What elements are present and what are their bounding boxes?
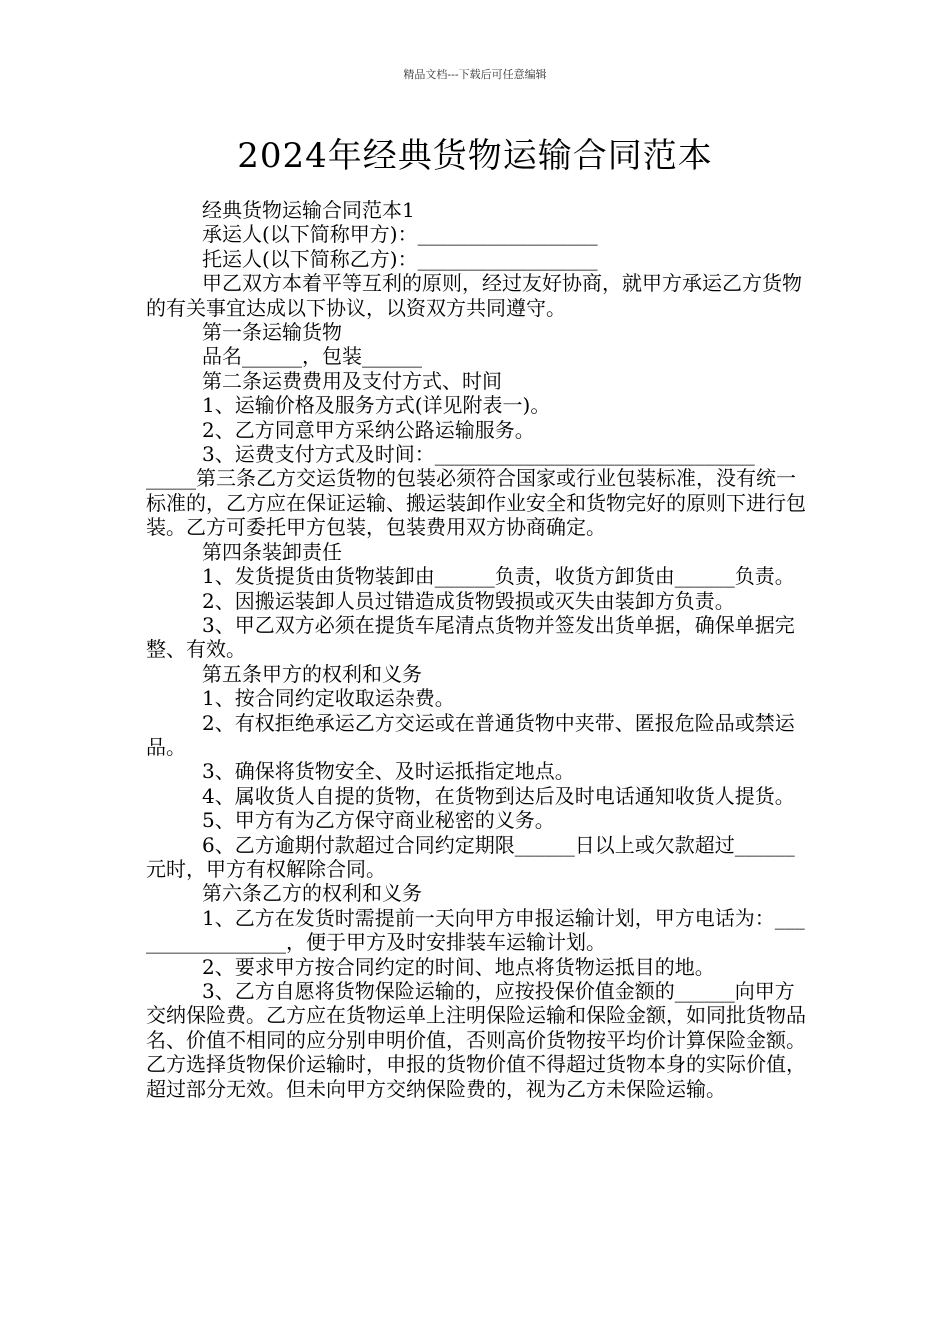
paragraph: 6、乙方逾期付款超过合同约定期限______日以上或欠款超过______元时，甲方有权解除合同。 xyxy=(146,832,795,881)
shipper-line: 托运人(以下简称乙方)：__________________ xyxy=(202,246,598,271)
article-heading: 第二条运费费用及支付方式、时间 xyxy=(202,368,502,393)
paragraph: 5、甲方有为乙方保守商业秘密的义务。 xyxy=(202,808,555,833)
paragraph: _____第三条乙方交运货物的包装必须符合国家或行业包装标准，没有统一标准的，乙方应在保证运输、搬运装卸作业安全和货物完好的原则下进行包装。乙方可委托甲方包装，包装费用双方协商确定。 xyxy=(146,466,806,540)
article-heading: 第六条乙方的权利和义务 xyxy=(202,881,422,906)
carrier-line: 承运人(以下简称甲方)：__________________ xyxy=(202,222,598,247)
paragraph: 1、运输价格及服务方式(详见附表一)。 xyxy=(202,393,551,418)
paragraph: 2、有权拒绝承运乙方交运或在普通货物中夹带、匿报危险品或禁运品。 xyxy=(146,710,795,759)
document-title: 2024年经典货物运输合同范本 xyxy=(237,136,713,176)
paragraph: 2、因搬运装卸人员过错造成货物毁损或灭失由装卸方负责。 xyxy=(202,588,735,613)
page-header: 精品文档---下载后可任意编辑 xyxy=(403,68,547,81)
paragraph: 3、确保将货物安全、及时运抵指定地点。 xyxy=(202,759,575,784)
paragraph: 1、乙方在发货时需提前一天向甲方申报运输计划，甲方电话为：_________________，便于甲方及时安排装车运输计划。 xyxy=(146,905,805,955)
article-heading: 第五条甲方的权利和义务 xyxy=(202,661,422,686)
paragraph: 3、乙方自愿将货物保险运输的，应按投保价值金额的______向甲方交纳保险费。乙方应在货物运单上注明保险运输和保险金额，如同批货物品名、价值不相同的应分别申明价值，否则高价货物按平均价计算保险金额。乙方选择货物保价运输时，申报的货物价值不得超过货物本身的实际价值，超过部分无效。但未向甲方交纳保险费的，视为乙方未保险运输。 xyxy=(146,979,806,1101)
article-heading: 第一条运输货物 xyxy=(202,320,342,345)
section-heading: 经典货物运输合同范本1 xyxy=(202,198,415,222)
paragraph: 3、甲乙双方必须在提货车尾清点货物并签发出货单据，确保单据完整、有效。 xyxy=(146,612,795,662)
paragraph: 1、按合同约定收取运杂费。 xyxy=(202,686,455,711)
paragraph: 2、要求甲方按合同约定的时间、地点将货物运抵目的地。 xyxy=(202,954,715,979)
paragraph: 4、属收货人自提的货物，在货物到达后及时电话通知收货人提货。 xyxy=(202,783,795,808)
paragraph: 品名______，包装______ xyxy=(202,344,422,369)
paragraph: 3、运费支付方式及时间：________________________________ xyxy=(202,442,755,467)
paragraph: 1、发货提货由货物装卸由______负责，收货方卸货由______负责。 xyxy=(202,564,795,589)
paragraph: 2、乙方同意甲方采纳公路运输服务。 xyxy=(202,417,535,442)
document-body xyxy=(146,198,810,1101)
paragraph: 甲乙双方本着平等互利的原则，经过友好协商，就甲方承运乙方货物的有关事宜达成以下协议，以资双方共同遵守。 xyxy=(146,271,802,320)
article-heading: 第四条装卸责任 xyxy=(202,539,342,564)
